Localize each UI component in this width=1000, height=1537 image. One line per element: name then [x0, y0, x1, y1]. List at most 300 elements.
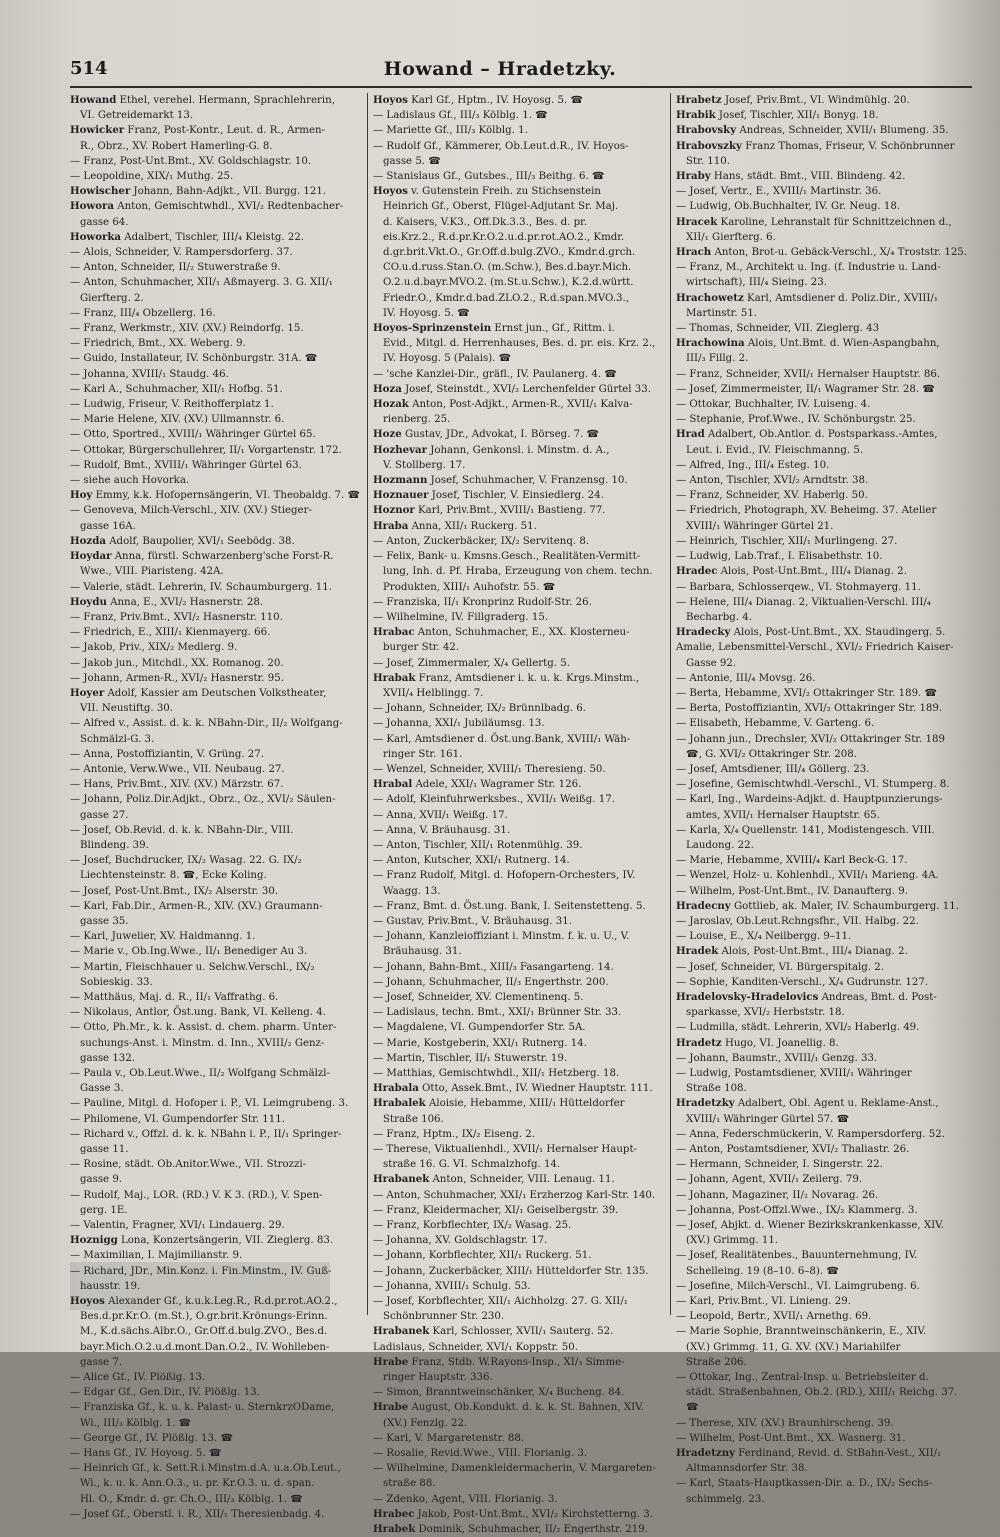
entry-surname: Hrabala: [373, 1082, 419, 1095]
entry-text: — Louise, E., X/₄ Neilbergg. 9–11.: [676, 931, 852, 943]
entry-line: [373, 792, 665, 807]
entry-heading-line: [373, 1172, 665, 1187]
entry-text: Franz, Stdb. W.Rayons-Insp., XI/₃ Simme-: [411, 1356, 625, 1368]
entry-line: [70, 960, 362, 975]
entry-text: — Berta, Postoffiziantin, XVI/₂ Ottakringer Str. 189.: [676, 703, 943, 715]
entry-text: — Franziska Gf., k. u. k. Palast- u. SternkrzODame,: [70, 1402, 335, 1414]
entry-continuation-line: [70, 1416, 362, 1431]
entry-line: [70, 1005, 362, 1020]
entry-text: — Anna, V. Bräuhausg. 31.: [373, 824, 511, 836]
entry-heading-line: [70, 549, 362, 564]
entry-surname: Hrabal: [373, 778, 413, 791]
entry-text: v. Gutenstein Freih. zu Stichsenstein: [411, 186, 601, 198]
entry-line: [70, 1020, 362, 1035]
entry-heading-line: [676, 899, 970, 914]
entry-line: [676, 777, 970, 792]
entry-text: Gierfterg. 2.: [80, 292, 144, 304]
entry-continuation-line: [70, 914, 362, 929]
entry-text: — Jakob, Priv., XIX/₂ Medlerg. 9.: [70, 642, 238, 654]
entry-text: Adele, XXI/₁ Wagramer Str. 126.: [415, 779, 582, 791]
entry-text: — Rosine, städt. Ob.Anitor.Wwe., VII. Strozzi-: [70, 1159, 307, 1171]
entry-heading-line: [676, 1446, 970, 1461]
entry-surname: Hrad: [676, 428, 705, 441]
entry-text: — Alfred, Ing., III/₄ Esteg. 10.: [676, 459, 830, 471]
entry-text: — Ludwig, Ob.Buchhalter, IV. Gr. Neug. 18.: [676, 201, 901, 213]
entry-text: — Josef, Amtsdiener, III/₄ Göllerg. 23.: [676, 763, 870, 775]
entry-text: — Therese, XIV. (XV.) Braunhirscheng. 39.: [676, 1417, 894, 1429]
entry-surname: Hozda: [70, 534, 106, 547]
entry-heading-line: [373, 443, 665, 458]
entry-heading-line: [70, 686, 362, 701]
entry-heading-line: [676, 93, 970, 108]
entry-heading-line: [373, 503, 665, 518]
entry-surname: Hrabik: [676, 109, 716, 122]
entry-text: — Ottokar, Ing., Zentral-Insp. u. Betriebsleiter d.: [676, 1372, 929, 1384]
entry-line: [676, 199, 970, 214]
entry-surname: Hoy: [70, 489, 93, 502]
entry-line: [70, 503, 362, 518]
entry-continuation-line: [70, 838, 362, 853]
entry-line: [373, 1066, 665, 1081]
entry-text: — Ludwig, Postamtsdiener, XVIII/₁ Währinger: [676, 1068, 912, 1079]
entry-continuation-line: [676, 275, 970, 290]
entry-line: [676, 458, 970, 473]
entry-line: [373, 656, 665, 671]
entry-continuation-line: [373, 458, 665, 473]
entry-text: — Franz, Kleidermacher, XI/₁ Geiselbergstr. 39.: [373, 1204, 619, 1216]
entry-text: — Marie, Hebamme, XVIII/₄ Karl Beck-G. 17.: [676, 855, 908, 867]
entry-line: [373, 960, 665, 975]
entry-text: — Josef Gf., Oberstl. i. R., XII/₁ Theresienbadg. 4.: [70, 1508, 325, 1520]
entry-surname: Hoznor: [373, 504, 415, 517]
entry-line: [676, 1279, 970, 1294]
entry-text: — Richard v., Offzl. d. k. k. NBahn i. P., II/₁ Springer-: [70, 1128, 342, 1140]
entry-text: — Karl, Priv.Bmt., VI. Linieng. 29.: [676, 1296, 851, 1308]
entry-heading-line: [373, 671, 665, 686]
entry-text: — Johann, Kanzleioffiziant i. Minstm. f. k. u. U., V.: [373, 931, 630, 943]
entry-heading-line: [70, 534, 362, 549]
entry-line: [676, 473, 970, 488]
entry-text: Johann, Bahn-Adjkt., VII. Burgg. 121.: [133, 186, 327, 198]
entry-text: — Franz, Schneider, XV. Haberlg. 50.: [676, 490, 868, 502]
entry-line: [676, 1142, 970, 1157]
entry-line: [70, 1385, 362, 1400]
entry-line: [676, 1066, 970, 1081]
entry-surname: Hoydu: [70, 595, 107, 608]
entry-text: — Stanislaus Gf., Gutsbes., III/₃ Beithg. 6. ☎: [373, 171, 605, 183]
entry-line: [70, 458, 362, 473]
entry-continuation-line: [70, 868, 362, 883]
entry-line: [70, 1218, 362, 1233]
entry-line: [70, 762, 362, 777]
paper-stain: [70, 1262, 330, 1310]
entry-line: [676, 184, 970, 199]
entry-line: [70, 1157, 362, 1172]
entry-continuation-line: [70, 1492, 362, 1507]
entry-line: [373, 1218, 665, 1233]
entry-text: rienberg. 25.: [383, 414, 451, 426]
entry-text: Adalbert, Obl. Agent u. Reklame-Anst.,: [737, 1098, 939, 1110]
entry-text: sparkasse, XVI/₂ Herbststr. 18.: [686, 1007, 845, 1019]
entry-line: [676, 397, 970, 412]
entry-continuation-line: [373, 580, 665, 595]
entry-heading-line: [676, 169, 970, 184]
entry-text: V. Stollberg. 17.: [383, 459, 466, 471]
entry-text: Josef, Steinstdt., XVI/₂ Lerchenfelder Gürtel 33.: [405, 383, 652, 395]
entry-surname: Hrabanek: [373, 1173, 430, 1186]
entry-continuation-line: [373, 245, 665, 260]
entry-continuation-line: [373, 1370, 665, 1385]
entry-text: Josef, Tischler, V. Einsiedlerg. 24.: [431, 490, 604, 502]
entry-text: Schmälzl-G. 3.: [80, 733, 155, 745]
entry-text: — Franz, Bmt. d. Öst.ung. Bank, I. Seitenstetteng. 5.: [373, 900, 646, 912]
entry-text: — Johann, Magaziner, II/₂ Novarag. 26.: [676, 1189, 879, 1201]
entry-text: Anna, fürstl. Schwarzenberg'sche Forst-R.: [114, 551, 334, 563]
entry-continuation-line: [676, 1081, 970, 1096]
entry-continuation-line: [70, 1340, 362, 1355]
entry-text: Franz, Post-Kontr., Leut. d. R., Armen-: [127, 125, 325, 137]
entry-line: [676, 1127, 970, 1142]
entry-surname: Hrachowina: [676, 337, 745, 350]
entry-line: [676, 1218, 970, 1233]
entry-text: Adalbert, Tischler, III/₄ Kleistg. 22.: [124, 231, 305, 243]
entry-text: Alois, Post-Unt.Bmt., XX. Staudingerg. 5.: [733, 627, 946, 639]
entry-continuation-line: [676, 747, 970, 762]
entry-text: — Franz, Hptm., IX/₂ Eiseng. 2.: [373, 1128, 535, 1140]
entry-continuation-line: [676, 1355, 970, 1370]
entry-line: [373, 595, 665, 610]
entry-line: [373, 1294, 665, 1309]
entry-line: [676, 1172, 970, 1187]
entry-text: VI. Getreidemarkt 13.: [80, 110, 194, 122]
entry-line: [70, 245, 362, 260]
entry-line: [373, 1020, 665, 1035]
entry-text: gasse 9.: [80, 1174, 123, 1186]
entry-text: — Friedrich, Bmt., XX. Weberg. 9.: [70, 338, 246, 350]
entry-text: — Simon, Branntweinschänker, X/₄ Bucheng. 84.: [373, 1387, 625, 1399]
entry-continuation-line: [676, 443, 970, 458]
entry-text: Karl, Priv.Bmt., XVIII/₁ Bastieng. 77.: [418, 505, 606, 517]
entry-continuation-line: [70, 1051, 362, 1066]
entry-continuation-line: [676, 808, 970, 823]
entry-text: — Anton, Tischler, XVI/₂ Arndtstr. 38.: [676, 475, 869, 487]
entry-heading-line: [373, 1355, 665, 1370]
entry-text: — Jakob jun., Mitchdl., XX. Romanog. 20.: [70, 657, 284, 669]
entry-continuation-line: [373, 351, 665, 366]
entry-line: [70, 823, 362, 838]
entry-text: Ladislaus, Schneider, XVI/₁ Koppstr. 50.: [373, 1341, 578, 1353]
entry-heading-line: [70, 199, 362, 214]
entry-surname: Hradecny: [676, 899, 731, 912]
entry-continuation-line: [373, 944, 665, 959]
entry-text: — Friedrich, E., XIII/₁ Kienmayerg. 66.: [70, 627, 271, 639]
entry-line: [70, 1370, 362, 1385]
entry-text: Hl. O., Kmdr. d. gr. Ch.O., III/₃ Kölblg. 1. ☎: [80, 1493, 303, 1505]
entry-line: [676, 1416, 970, 1431]
entry-line: [373, 1203, 665, 1218]
entry-text: Bräuhausg. 31.: [383, 946, 462, 958]
entry-line: [70, 792, 362, 807]
entry-text: Gottlieb, ak. Maler, IV. Schaumburgerg. 11.: [733, 900, 959, 912]
entry-text: — Berta, Hebamme, XVI/₂ Ottakringer Str. 189. ☎: [676, 687, 938, 699]
entry-text: Adolf, Kassier am Deutschen Volkstheater,: [107, 687, 327, 699]
entry-text: — Karl, Staats-Hauptkassen-Dir. a. D., IX/₂ Sechs-: [676, 1478, 933, 1490]
entry-text: hausstr. 19.: [80, 1280, 141, 1292]
entry-text: Heinrich Gf., Oberst, Flügel-Adjutant Sr. Maj.: [383, 201, 619, 213]
entry-text: — Franz, M., Architekt u. Ing. (f. Industrie u. Land-: [676, 262, 941, 274]
entry-surname: Hradetzny: [676, 1447, 736, 1460]
entry-heading-line: [373, 321, 665, 336]
entry-continuation-line: [373, 1112, 665, 1127]
entry-text: — siehe auch Hovorka.: [70, 475, 190, 487]
entry-surname: Hoznigg: [70, 1234, 118, 1247]
entry-text: gasse 132.: [80, 1052, 136, 1064]
entry-text: — Wenzel, Holz- u. Kohlenhdl., XVII/₁ Marieng. 4A.: [676, 870, 939, 882]
entry-text: straße 88.: [383, 1478, 436, 1490]
entry-line: [676, 914, 970, 929]
entry-line: [70, 853, 362, 868]
entry-line: [373, 123, 665, 138]
entry-continuation-line: [70, 701, 362, 716]
entry-text: Alois, Post-Unt.Bmt., III/₄ Dianag. 2.: [721, 946, 908, 958]
entry-heading-line: [373, 777, 665, 792]
entry-text: — 'sche Kanzlei-Dir., gräfl., IV. Paulanerg. 4. ☎: [373, 368, 617, 380]
entry-text: gasse 5. ☎: [383, 155, 441, 167]
entry-text: (XV.) Grimmg. 11, G. XV. (XV.) Mariahilfer: [686, 1341, 901, 1353]
entry-surname: Hraby: [676, 170, 711, 183]
entry-text: — Josef, Abjkt. d. Wiener Bezirkskrankenkasse, XIV.: [676, 1220, 944, 1232]
entry-line: [373, 808, 665, 823]
entry-text: — Barbara, Schlosserqew., VI. Stohmayerg. 11.: [676, 581, 921, 593]
entry-heading-line: [676, 336, 970, 351]
entry-continuation-line: [70, 1172, 362, 1187]
entry-line: [373, 929, 665, 944]
entry-heading-line: [70, 595, 362, 610]
entry-text: — Philomene, VI. Gumpendorfer Str. 111.: [70, 1113, 285, 1125]
entry-heading-line: [373, 184, 665, 199]
entry-line: [676, 1370, 970, 1385]
entry-line: [373, 1340, 665, 1355]
entry-text: Blindeng. 39.: [80, 839, 149, 851]
entry-text: — Karl, Ing., Wardeins-Adjkt. d. Hauptpunzierungs-: [676, 794, 943, 806]
entry-text: — Marie, Kostgeberin, XXI/₁ Rutnerg. 14.: [373, 1037, 587, 1049]
entry-continuation-line: [373, 884, 665, 899]
entry-text: Bes.d.pr.Kr.O. (m.St.), O.gr.brit.Krönungs-Erinn.: [80, 1311, 328, 1323]
entry-text: — Johann jun., Drechsler, XVI/₂ Ottakringer Str. 189: [676, 733, 945, 745]
entry-surname: Hrach: [676, 246, 712, 259]
entry-line: [676, 534, 970, 549]
entry-line: [70, 671, 362, 686]
entry-line: [70, 473, 362, 488]
entry-text: (XV.) Grimmg. 11.: [686, 1235, 779, 1247]
entry-surname: Hrabalek: [373, 1097, 426, 1110]
entry-text: — Leopoldine, XIX/₁ Muthg. 25.: [70, 171, 234, 183]
entry-text: Josef, Schuhmacher, V. Franzensg. 10.: [430, 475, 628, 487]
entry-continuation-line: [676, 610, 970, 625]
entry-continuation-line: [373, 686, 665, 701]
entry-text: (XV.) Fenzlg. 22.: [383, 1417, 468, 1429]
entry-text: Anton, Post-Adjkt., Armen-R., XVII/₁ Kalva-: [412, 399, 633, 411]
entry-text: — Therese, Viktualienhdl., XVII/₁ Hernalser Haupt-: [373, 1144, 637, 1156]
entry-text: — Johann, Bahn-Bmt., XIII/₃ Fasangarteng. 14.: [373, 961, 614, 973]
entry-text: CO.u.d.russ.Stan.O. (m.Schw.), Bes.d.bayr.Mich.: [383, 262, 632, 274]
entry-line: [373, 823, 665, 838]
entry-text: Liechtensteinstr. 8. ☎, Ecke Koling.: [80, 870, 267, 882]
entry-surname: Hrabec: [373, 1507, 415, 1520]
entry-line: [70, 1461, 362, 1476]
entry-line: [70, 777, 362, 792]
entry-text: — Marie Sophie, Branntweinschänkerin, E., XIV.: [676, 1326, 927, 1338]
entry-surname: Hozak: [373, 398, 409, 411]
entry-text: — Hermann, Schneider, I. Singerstr. 22.: [676, 1159, 883, 1171]
entry-text: Wi., k. u. k. Ann.O.3., u. pr. Kr.O.3. u. d. span.: [80, 1478, 315, 1490]
entry-continuation-line: [676, 1112, 970, 1127]
entry-line: [676, 488, 970, 503]
entry-text: — Marie v., Ob.Ing.Wwe., II/₁ Benediger Au 3.: [70, 946, 308, 958]
entry-text: — Sophie, Kanditen-Verschl., X/₄ Gudrunstr. 127.: [676, 976, 929, 988]
entry-line: [676, 580, 970, 595]
entry-text: — Edgar Gf., Gen.Dir., IV. Plößlg. 13.: [70, 1387, 260, 1399]
entry-text: — Wenzel, Schneider, XVIII/₁ Theresieng. 50.: [373, 763, 606, 775]
entry-text: Josef, Tischler, XII/₁ Bonyg. 18.: [718, 110, 879, 122]
entry-line: [676, 640, 970, 655]
entry-text: — Josef, Ob.Revid. d. k. k. NBahn-Dir., VIII.: [70, 824, 294, 836]
entry-text: wirtschaft), III/₄ Sieing. 23.: [686, 277, 827, 289]
entry-text: Anna, E., XVI/₂ Hasnerstr. 28.: [110, 596, 264, 608]
entry-line: [373, 716, 665, 731]
entry-text: — Valerie, städt. Lehrerin, IV. Schaumburgerg. 11.: [70, 581, 332, 593]
entry-line: [70, 1112, 362, 1127]
entry-line: [373, 1005, 665, 1020]
entry-line: [676, 975, 970, 990]
entry-text: Emmy, k.k. Hofopernsängerin, VI. Theobaldg. 7. ☎: [95, 490, 361, 502]
entry-text: Laudong. 22.: [686, 839, 754, 851]
entry-continuation-line: [70, 1309, 362, 1324]
entry-line: [70, 1066, 362, 1081]
entry-heading-line: [373, 1522, 665, 1537]
entry-line: [70, 747, 362, 762]
entry-line: [70, 443, 362, 458]
entry-text: gasse 35.: [80, 915, 129, 927]
entry-line: [373, 549, 665, 564]
entry-text: Str. 110.: [686, 155, 730, 167]
entry-surname: Howora: [70, 200, 114, 213]
entry-heading-line: [373, 1400, 665, 1415]
entry-text: Josef, Priv.Bmt., VI. Windmühlg. 20.: [724, 95, 910, 106]
entry-text: — Stephanie, Prof.Wwe., IV. Schönburgstr. 25.: [676, 414, 916, 426]
entry-text: Gasse 92.: [686, 657, 737, 669]
entry-line: [373, 1264, 665, 1279]
entry-text: Evid., Mitgl. d. Herrenhauses, Bes. d. pr. eis. Krz. 2.,: [383, 338, 656, 350]
entry-text: Anna, XII/₁ Ruckerg. 51.: [411, 520, 537, 532]
entry-text: — Johann, Armen-R., XVI/₂ Hasnerstr. 95.: [70, 672, 284, 684]
entry-text: — Leopold, Bertr., XVII/₁ Arnethg. 69.: [676, 1311, 872, 1323]
entry-text: — Heinrich Gf., k. Sett.R.i.Minstm.d.A. u.a.Ob.Leut.,: [70, 1463, 341, 1475]
entry-line: [373, 1446, 665, 1461]
entry-text: bayr.Mich.O.2.u.d.mont.Dan.O.2., IV. Wohlleben-: [80, 1341, 330, 1353]
entry-line: [70, 351, 362, 366]
column-3: [676, 93, 970, 1505]
entry-text: Karl Gf., Hptm., IV. Hoyosg. 5. ☎: [411, 95, 584, 106]
entry-text: — Pauline, Mitgl. d. Hofoper i. P., VI. Leimgrubeng. 3.: [70, 1098, 349, 1110]
entry-line: [70, 716, 362, 731]
entry-text: Anton, Gemischtwhdl., XVI/₂ Redtenbacher-: [117, 201, 344, 213]
entry-text: Franz Thomas, Friseur, V. Schönbrunner: [745, 140, 955, 152]
entry-text: August, Ob.Kondukt. d. k. k. St. Bahnen, XIV.: [411, 1402, 644, 1414]
entry-continuation-line: [373, 291, 665, 306]
entry-surname: Howicker: [70, 124, 125, 137]
entry-surname: Hrabetz: [676, 94, 722, 106]
entry-line: [676, 792, 970, 807]
entry-text: Martinstr. 51.: [686, 307, 758, 319]
entry-text: — Friedrich, Photograph, XV. Beheimg. 37. Atelier: [676, 505, 937, 517]
entry-text: — Nikolaus, Antlor, Öst.ung. Bank, VI. Kelleng. 4.: [70, 1007, 326, 1019]
entry-text: — Rosalie, Revid.Wwe., VIII. Florianig. 3.: [373, 1448, 588, 1460]
entry-surname: Hoyos: [373, 94, 408, 106]
entry-text: — Anton, Zuckerbäcker, IX/₂ Servitenq. 8.: [373, 535, 590, 547]
entry-text: Jakob, Post-Unt.Bmt., XVI/₂ Kirchstetterng. 3.: [417, 1508, 654, 1520]
entry-line: [70, 1446, 362, 1461]
entry-text: Anton, Schuhmacher, E., XX. Klosterneu-: [417, 627, 630, 639]
entry-heading-line: [676, 108, 970, 123]
entry-line: [373, 139, 665, 154]
entry-text: Hugo, VI. Joanellig. 8.: [724, 1037, 839, 1049]
entry-line: [373, 1385, 665, 1400]
entry-line: [676, 382, 970, 397]
entry-line: [676, 1051, 970, 1066]
entry-text: Becharbg. 4.: [686, 611, 752, 623]
entry-heading-line: [70, 230, 362, 245]
entry-continuation-line: [676, 1461, 970, 1476]
entry-continuation-line: [70, 1355, 362, 1370]
entry-line: [70, 412, 362, 427]
entry-line: [676, 1203, 970, 1218]
entry-continuation-line: [70, 1203, 362, 1218]
entry-text: O.2.u.d.bayr.MVO.2. (m.St.u.Schw.), K.2.d.württ.: [383, 277, 634, 289]
entry-line: [70, 275, 362, 290]
entry-surname: Hrabek: [373, 1523, 416, 1536]
entry-heading-line: [676, 1036, 970, 1051]
entry-surname: Hozmann: [373, 474, 428, 487]
entry-continuation-line: [676, 1340, 970, 1355]
entry-text: Amalie, Lebensmittel-Verschl., XVI/₂ Friedrich Kaiser-: [676, 642, 954, 654]
entry-line: [676, 549, 970, 564]
entry-continuation-line: [373, 306, 665, 321]
entry-text: — Alice Gf., IV. Plößlg. 13.: [70, 1372, 206, 1384]
entry-text: Hans, städt. Bmt., VIII. Blindeng. 42.: [713, 171, 906, 183]
entry-text: — Franz, III/₄ Obzellerg. 16.: [70, 307, 216, 319]
entry-text: — Wilhelmine, Damenkleidermacherin, V. Margareten-: [373, 1463, 656, 1475]
entry-line: [676, 1248, 970, 1263]
entry-text: M., K.d.sächs.Albr.O., Gr.Off.d.bulg.ZVO., Bes.d.: [80, 1326, 328, 1338]
entry-continuation-line: [373, 1476, 665, 1491]
entry-line: [676, 823, 970, 838]
entry-text: — Marie Helene, XIV. (XV.) Ullmannstr. 6.: [70, 414, 285, 426]
entry-heading-line: [373, 93, 665, 108]
entry-heading-line: [373, 1081, 665, 1096]
entry-continuation-line: [373, 275, 665, 290]
entry-text: — Anna, Postoffiziantin, V. Grüng. 27.: [70, 748, 265, 760]
entry-text: Anton, Schneider, VIII. Lenaug. 11.: [432, 1174, 615, 1186]
entry-line: [70, 580, 362, 595]
entry-text: — Hans Gf., IV. Hoyosg. 5. ☎: [70, 1448, 222, 1460]
entry-line: [676, 884, 970, 899]
entry-continuation-line: [373, 1416, 665, 1431]
entry-line: [373, 1142, 665, 1157]
entry-continuation-line: [373, 747, 665, 762]
entry-text: ☎: [686, 1402, 699, 1414]
entry-text: — Guido, Installateur, IV. Schönburgstr. 31A. ☎: [70, 353, 318, 365]
